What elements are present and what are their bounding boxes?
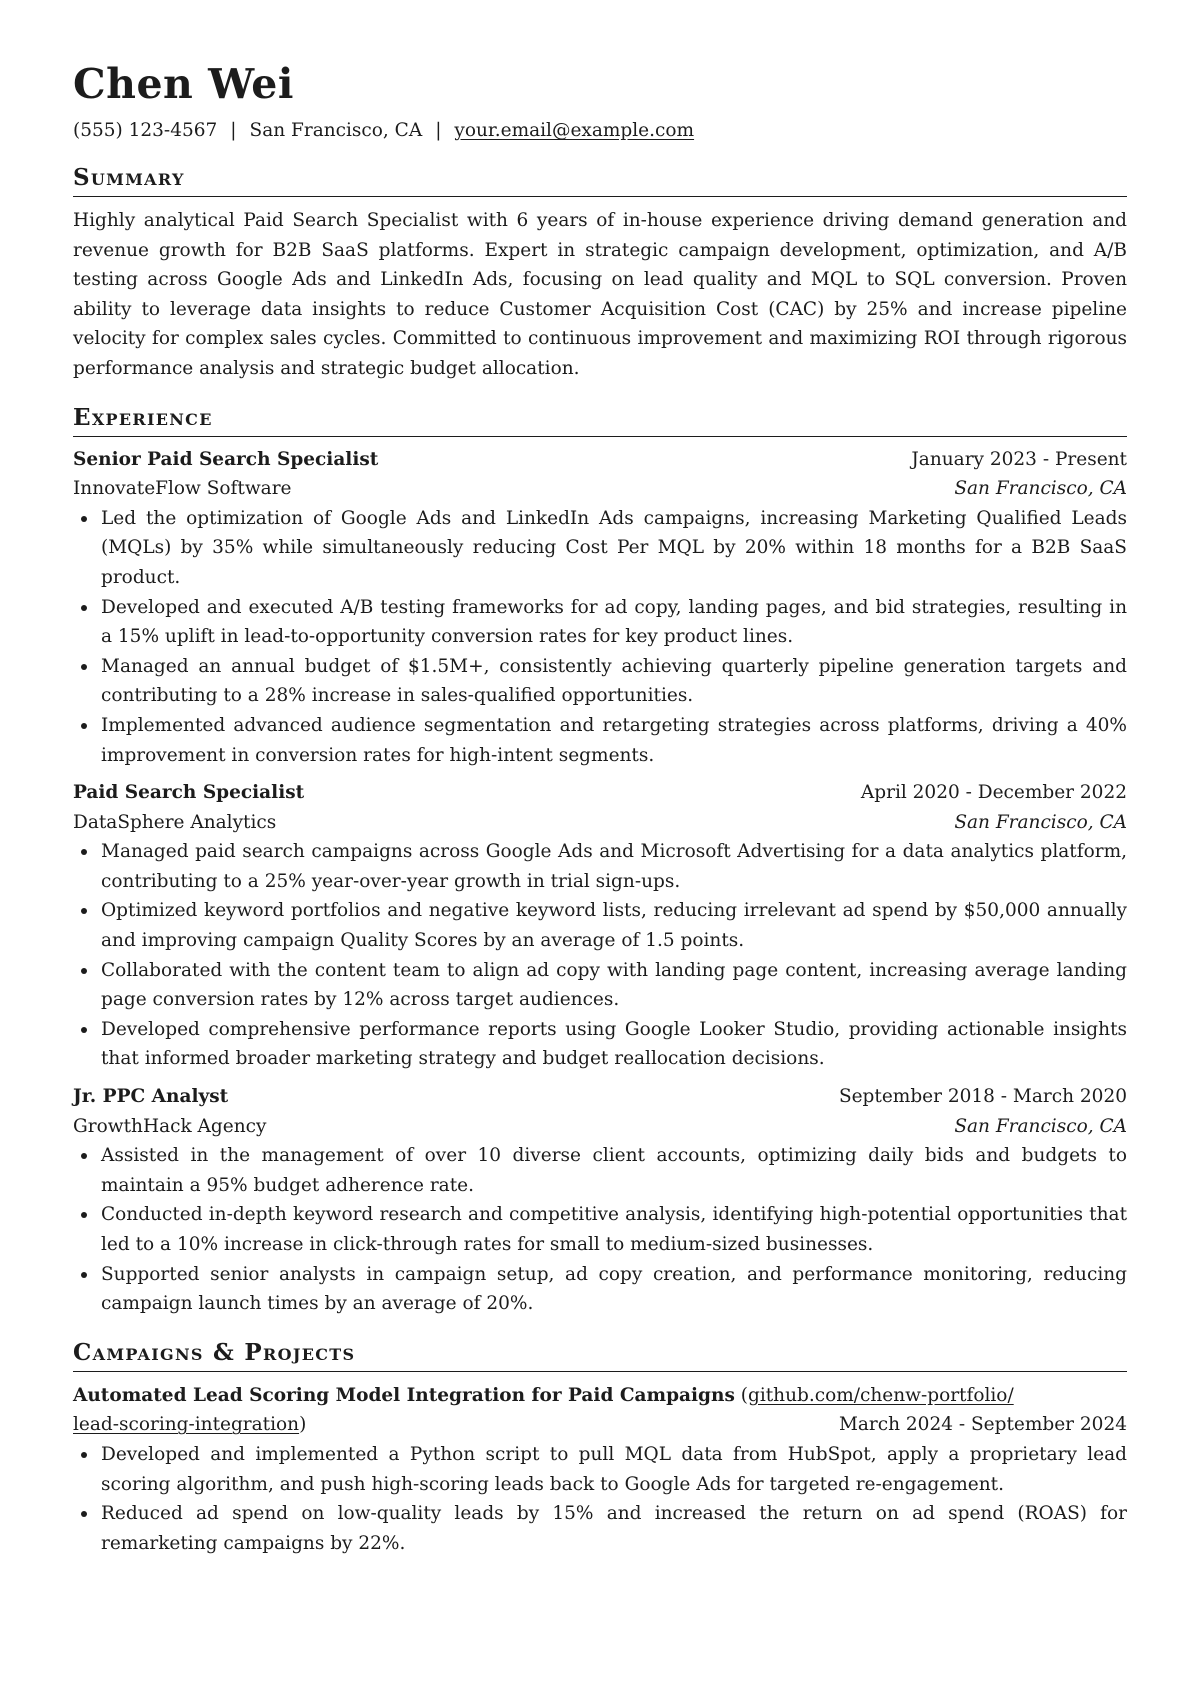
bullet-list	[73, 837, 1127, 1074]
bullet-item	[73, 1200, 1127, 1259]
phone-number: (555) 123-4567	[73, 120, 218, 141]
contact-separator: |	[435, 120, 442, 141]
bullet-item	[73, 1499, 1127, 1558]
job-dates: September 2018 - March 2020	[838, 1086, 1127, 1108]
entry-subheader	[73, 474, 1127, 504]
entry-subheader	[73, 1112, 1127, 1142]
entry-header	[73, 445, 1127, 475]
project-name: Automated Lead Scoring Model Integration for Paid Campaigns	[73, 1384, 735, 1406]
bullet-list	[73, 1440, 1127, 1558]
close-paren: )	[299, 1414, 307, 1436]
bullet-icon	[81, 664, 87, 670]
summary-text: Highly analytical Paid Search Specialist with 6 years of in-house experience driving demand generation and revenue growth for B2B SaaS platforms. Expert in strategic campaign development, optimization, and A/B testing across Google Ads and LinkedIn Ads, focusing on lead quality and MQL to SQL conversion. Proven ability to leverage data insights to reduce Customer Acquisition Cost (CAC) by 25% and increase pipeline velocity for complex sales cycles. Committed to continuous improvement and maximizing ROI through rigorous performance analysis and strategic budget allocation.	[73, 210, 1127, 379]
bullet-icon	[81, 1511, 87, 1517]
bullet-text: Developed and implemented a Python script to pull MQL data from HubSpot, apply a proprietary lead scoring algorithm, and push high-scoring leads back to Google Ads for targeted re-engagement.	[101, 1443, 1127, 1495]
company-name: InnovateFlow Software	[73, 478, 292, 500]
bullet-icon	[81, 968, 87, 974]
bullet-text: Implemented advanced audience segmentation and retargeting strategies across platforms, driving a 40% improvement in conversion rates for high-intent segments.	[101, 714, 1127, 766]
bullet-item	[73, 504, 1127, 593]
job-title: Senior Paid Search Specialist	[73, 448, 379, 470]
bullet-item	[73, 1141, 1127, 1200]
bullet-text: Assisted in the management of over 10 diverse client accounts, optimizing daily bids and budgets to maintain a 95% budget adherence rate.	[101, 1145, 1127, 1196]
contact-separator: |	[230, 120, 237, 141]
bullet-icon	[81, 1452, 87, 1458]
experience-entry	[73, 778, 1127, 1074]
bullet-item	[73, 1440, 1127, 1499]
bullet-item	[73, 1015, 1127, 1074]
bullet-icon	[81, 1027, 87, 1033]
bullet-text: Managed paid search campaigns across Google Ads and Microsoft Advertising for a data analytics platform, contributing to a 25% year-over-year growth in trial sign-ups.	[101, 841, 1127, 892]
company-name: DataSphere Analytics	[73, 811, 277, 833]
entry-subheader	[73, 808, 1127, 838]
bullet-icon	[81, 1153, 87, 1159]
bullet-icon	[81, 1212, 87, 1218]
location: San Francisco, CA	[249, 120, 423, 141]
bullet-text: Reduced ad spend on low-quality leads by 15% and increased the return on ad spend (ROAS) for remarketing campaigns by 22%.	[101, 1503, 1127, 1554]
bullet-text: Developed and executed A/B testing frameworks for ad copy, landing pages, and bid strategies, resulting in a 15% uplift in lead-to-opportunity conversion rates for key product lines.	[101, 596, 1127, 648]
entry-header	[73, 1082, 1127, 1112]
bullet-item	[73, 1260, 1127, 1319]
bullet-icon	[81, 849, 87, 855]
job-location: San Francisco, CA	[954, 811, 1127, 833]
contact-line	[73, 118, 1127, 144]
bullet-text: Conducted in-depth keyword research and competitive analysis, identifying high-potential opportunities that led to a 10% increase in click-through rates for small to medium-sized businesses.	[101, 1204, 1127, 1255]
bullet-item	[73, 837, 1127, 896]
section-heading-summary: Summary	[73, 164, 1127, 197]
bullet-text: Supported senior analysts in campaign setup, ad copy creation, and performance monitoring, reducing campaign launch times by an average of 20%.	[101, 1263, 1127, 1315]
experience-entry	[73, 1082, 1127, 1319]
bullet-icon	[81, 723, 87, 729]
bullet-icon	[81, 1272, 87, 1278]
project-dates: March 2024 - September 2024	[838, 1414, 1127, 1436]
project-title-line	[73, 1381, 1127, 1411]
bullet-icon	[81, 908, 87, 914]
company-name: GrowthHack Agency	[73, 1115, 267, 1137]
bullet-text: Led the optimization of Google Ads and LinkedIn Ads campaigns, increasing Marketing Qualified Leads (MQLs) by 35% while simultaneously reducing Cost Per MQL by 20% within 18 months for a B2B SaaS product.	[101, 507, 1127, 588]
candidate-name: Chen Wei	[73, 60, 294, 108]
bullet-text: Developed comprehensive performance reports using Google Looker Studio, providing actionable insights that informed broader marketing strategy and budget reallocation decisions.	[101, 1018, 1127, 1070]
email-link[interactable]: your.email@example.com	[454, 120, 695, 141]
bullet-item	[73, 652, 1127, 711]
experience-entry	[73, 445, 1127, 771]
job-dates: April 2020 - December 2022	[860, 782, 1127, 804]
bullet-text: Optimized keyword portfolios and negative keyword lists, reducing irrelevant ad spend by $50,000 annually and improving campaign Quality Scores by an average of 1.5 points.	[101, 900, 1127, 952]
entry-header	[73, 778, 1127, 808]
bullet-text: Collaborated with the content team to align ad copy with landing page content, increasing average landing page conversion rates by 12% across target audiences.	[101, 959, 1127, 1011]
bullet-list	[73, 504, 1127, 770]
project-link[interactable]: github.com/chenw-portfolio/	[747, 1384, 1014, 1406]
project-subheader	[73, 1410, 1127, 1440]
section-heading-projects: Campaigns & Projects	[73, 1339, 1127, 1372]
resume-page	[73, 60, 1127, 1558]
job-location: San Francisco, CA	[954, 478, 1127, 500]
section-heading-experience: Experience	[73, 404, 1127, 437]
bullet-item	[73, 896, 1127, 955]
job-title: Paid Search Specialist	[73, 782, 305, 804]
bullet-item	[73, 593, 1127, 652]
job-title: Jr. PPC Analyst	[73, 1086, 229, 1108]
bullet-icon	[81, 605, 87, 611]
project-link-continued[interactable]: lead-scoring-integration	[73, 1414, 300, 1436]
bullet-icon	[81, 516, 87, 522]
bullet-item	[73, 711, 1127, 770]
bullet-text: Managed an annual budget of $1.5M+, consistently achieving quarterly pipeline generation targets and contributing to a 28% increase in sales-qualified opportunities.	[101, 655, 1127, 707]
job-dates: January 2023 - Present	[911, 448, 1127, 470]
job-location: San Francisco, CA	[954, 1115, 1127, 1137]
bullet-item	[73, 956, 1127, 1015]
bullet-list	[73, 1141, 1127, 1319]
open-paren: (	[740, 1384, 748, 1406]
